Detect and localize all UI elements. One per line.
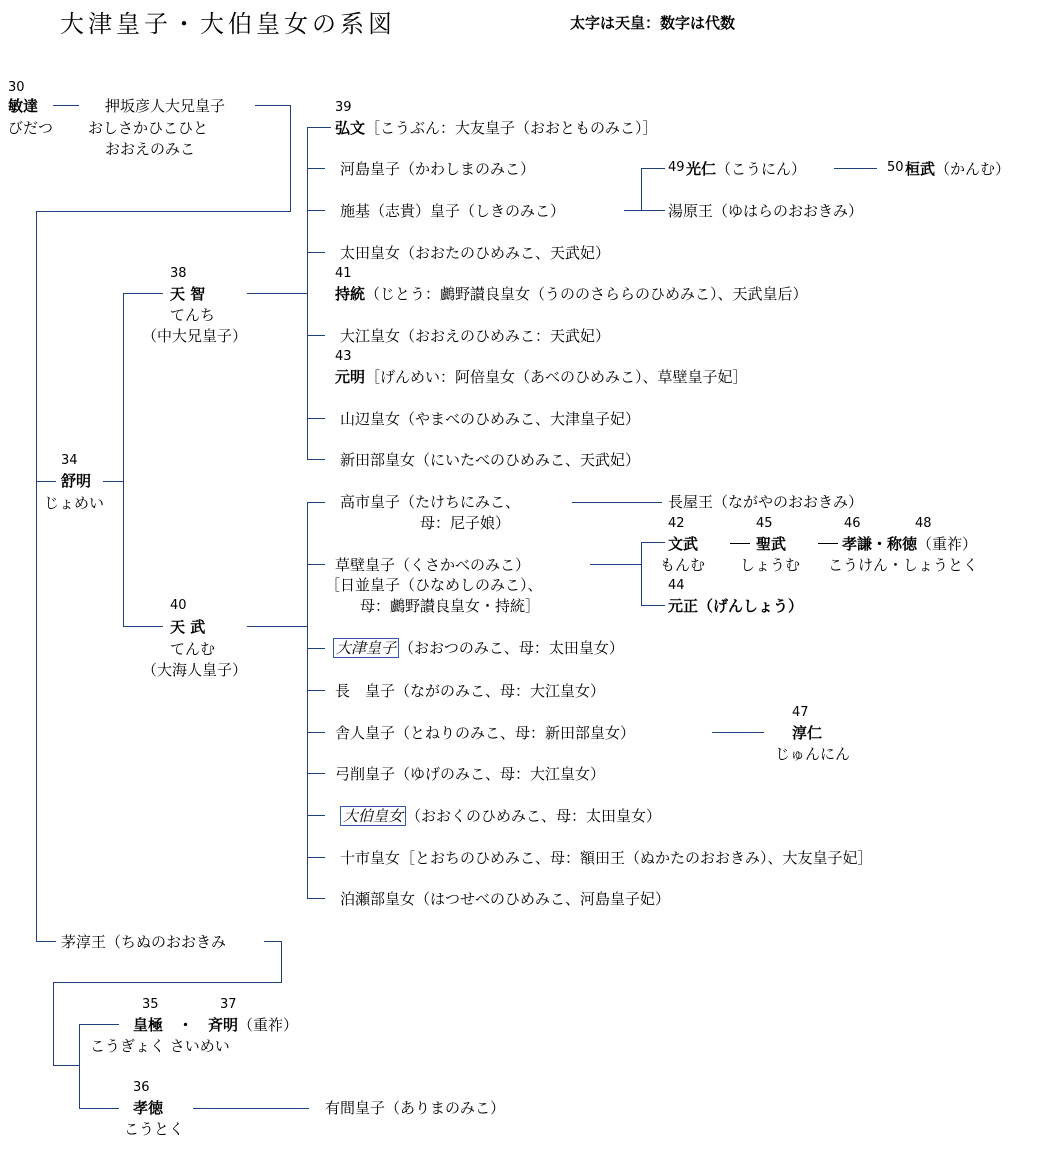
reading: こうぎょく さいめい	[90, 1037, 230, 1055]
reading: てんむ	[170, 640, 216, 658]
connector	[36, 211, 291, 212]
otsu-name: 大津皇子	[333, 638, 399, 658]
connector	[712, 732, 764, 733]
empress-gensho: 元正（げんしょう）	[668, 597, 804, 615]
empress-genmei	[335, 368, 748, 386]
connector	[641, 542, 665, 543]
koken-detail: （重祚）	[917, 535, 978, 553]
kobun-name: 弘文	[335, 119, 366, 137]
empress-koken	[842, 535, 977, 553]
connector	[255, 105, 290, 106]
connector	[79, 1024, 119, 1025]
reign-number: 41	[335, 266, 352, 281]
reign-number: 50	[887, 160, 904, 175]
connector	[307, 252, 325, 253]
connector	[53, 982, 282, 983]
emperor-jomei: 舒明	[61, 472, 92, 490]
kanmu-name: 桓武	[905, 160, 936, 178]
reign-number: 42	[668, 516, 685, 531]
reign-number: 43	[335, 349, 352, 364]
reading: もんむ	[660, 556, 706, 574]
connector	[307, 418, 325, 419]
reign-number: 45	[756, 516, 773, 531]
connector	[572, 502, 662, 503]
emperor-junnin: 淳仁	[792, 724, 823, 742]
prince-nagaya: 長屋王（ながやのおおきみ）	[668, 493, 864, 511]
jito-name: 持統	[335, 285, 366, 303]
emperor-shomu: 聖武	[756, 535, 787, 553]
connector	[123, 293, 163, 294]
reign-number: 48	[915, 516, 932, 531]
prince-otsu	[333, 639, 624, 657]
connector	[641, 168, 642, 211]
princess-ota: 太田皇女（おおたのひめみこ、天武妃）	[340, 244, 611, 262]
prince-naga: 長 皇子（ながのみこ、母：大江皇女）	[335, 682, 606, 700]
connector	[307, 732, 325, 733]
reading: おしさかひこひと	[88, 119, 209, 137]
connector	[307, 815, 325, 816]
princess-oe: 大江皇女（おおえのひめみこ：天武妃）	[340, 327, 611, 345]
princess-hatsusebe: 泊瀬部皇女（はつせべのひめみこ、河島皇子妃）	[340, 890, 671, 908]
prince-toneri: 舎人皇子（とねりのみこ、母：新田部皇女）	[335, 724, 636, 742]
connector	[307, 168, 325, 169]
connector	[53, 105, 79, 106]
emperor-tenji: 天 智	[170, 285, 206, 303]
connector	[307, 459, 325, 460]
connector	[307, 127, 331, 128]
emperor-kobun	[335, 119, 658, 137]
prince-yuge: 弓削皇子（ゆげのみこ、母：大江皇女）	[335, 765, 606, 783]
prince-arima: 有間皇子（ありまのみこ）	[325, 1099, 506, 1117]
connector	[641, 168, 665, 169]
otsu-detail: （おおつのみこ、母：太田皇女）	[399, 639, 624, 657]
reign-number: 39	[335, 100, 352, 115]
connector	[264, 941, 282, 942]
empress-kogyoku	[133, 1016, 298, 1034]
prince-shiki: 施基（志貴）皇子（しきのみこ）	[340, 202, 566, 220]
oku-name: 大伯皇女	[340, 806, 406, 826]
connector	[307, 502, 308, 899]
prince-kusakabe-mother: 母：鸕野讃良皇女・持統］	[360, 597, 541, 615]
konin-detail: （こうにん）	[716, 160, 807, 178]
connector	[79, 1024, 80, 1109]
koken-name: 孝謙・称徳	[842, 535, 918, 553]
reading: おおえのみこ	[105, 140, 196, 158]
emperor-bidatsu: 敏達	[8, 97, 39, 115]
prince-kusakabe: 草壁皇子（くさかべのみこ）	[335, 556, 531, 574]
prince-takechi: 高市皇子（たけちにみこ、	[340, 493, 521, 511]
reign-number: 49	[668, 160, 685, 175]
connector	[79, 1108, 119, 1109]
connector	[641, 542, 642, 606]
connector	[834, 168, 877, 169]
connector	[307, 502, 325, 503]
connector	[53, 982, 54, 1066]
reign-number: 44	[668, 578, 685, 593]
empress-jito	[335, 285, 808, 303]
connector	[307, 690, 325, 691]
connector	[730, 543, 750, 544]
connector	[307, 335, 325, 336]
connector	[290, 105, 291, 211]
connector	[53, 1065, 80, 1066]
prince-takechi-mother: 母：尼子娘）	[420, 514, 511, 532]
connector	[307, 564, 325, 565]
reign-number: 36	[133, 1080, 150, 1095]
reading: びだつ	[8, 119, 54, 137]
connector	[36, 941, 56, 942]
connector	[193, 1108, 309, 1109]
connector	[818, 543, 838, 544]
prince-chinu: 茅淳王（ちぬのおおきみ	[61, 933, 227, 951]
princess-niitabe: 新田部皇女（にいたべのひめみこ、天武妃）	[340, 451, 641, 469]
emperor-kanmu	[905, 160, 1010, 178]
page-title: 大津皇子・大伯皇女の系図	[60, 10, 396, 38]
connector	[103, 481, 123, 482]
reign-number: 30	[8, 80, 25, 95]
genmei-detail: ［げんめい：阿倍皇女（あべのひめみこ）、草壁皇子妃］	[365, 368, 748, 386]
kogyoku-detail: （重祚）	[238, 1016, 299, 1034]
connector	[307, 648, 325, 649]
connector	[36, 481, 56, 482]
connector	[123, 293, 124, 626]
kanmu-detail: （かんむ）	[935, 160, 1011, 178]
reign-number: 46	[844, 516, 861, 531]
legend: 太字は天皇：数字は代数	[570, 14, 736, 32]
alias: （大海人皇子）	[142, 661, 248, 679]
connector	[307, 773, 325, 774]
reading: こうとく	[124, 1120, 185, 1138]
connector	[641, 605, 665, 606]
reading: こうけん・しょうとく	[828, 556, 979, 574]
connector	[247, 293, 307, 294]
emperor-kotoku: 孝徳	[133, 1099, 164, 1117]
connector	[123, 626, 163, 627]
reading: しょうむ	[740, 556, 801, 574]
prince-kusakabe-alias: ［日並皇子（ひなめしのみこ）、	[325, 576, 543, 594]
reign-number: 35	[142, 997, 159, 1012]
reading: じょめい	[44, 494, 105, 512]
connector	[247, 626, 307, 627]
connector	[307, 210, 325, 211]
prince-yuhara: 湯原王（ゆはらのおおきみ）	[668, 202, 864, 220]
prince-kawashima: 河島皇子（かわしまのみこ）	[340, 160, 536, 178]
kobun-detail: ［こうぶん：大友皇子（おおとものみこ）］	[365, 119, 658, 137]
reign-number: 40	[170, 598, 187, 613]
reign-number: 47	[792, 705, 809, 720]
connector	[307, 857, 325, 858]
connector	[590, 564, 642, 565]
princess-yamanobe: 山辺皇女（やまべのひめみこ、大津皇子妃）	[340, 410, 641, 428]
princess-oku	[340, 807, 661, 825]
connector	[307, 898, 325, 899]
konin-name: 光仁	[686, 160, 717, 178]
connector	[624, 210, 642, 211]
connector	[641, 210, 665, 211]
connector	[36, 211, 37, 942]
princess-toochi: 十市皇女［とおちのひめみこ、母：額田王（ぬかたのおおきみ）、大友皇子妃］	[340, 849, 873, 867]
reign-number: 34	[61, 453, 78, 468]
emperor-konin	[686, 160, 806, 178]
connector	[307, 127, 308, 460]
reign-number: 37	[220, 997, 237, 1012]
emperor-tenmu: 天 武	[170, 618, 206, 636]
reading: てんち	[170, 306, 216, 324]
kogyoku-name: 皇極 ・ 斉明	[133, 1016, 239, 1034]
prince-oshisaka: 押坂彦人大兄皇子	[105, 97, 226, 115]
reading: じゅんにん	[775, 745, 851, 763]
genmei-name: 元明	[335, 368, 366, 386]
jito-detail: （じとう：鸕野讃良皇女（うののさららのひめみこ）、天武皇后）	[365, 285, 808, 303]
oku-detail: （おおくのひめみこ、母：太田皇女）	[406, 807, 662, 825]
reign-number: 38	[170, 266, 187, 281]
alias: （中大兄皇子）	[142, 327, 248, 345]
connector	[281, 941, 282, 983]
emperor-monmu: 文武	[668, 535, 699, 553]
